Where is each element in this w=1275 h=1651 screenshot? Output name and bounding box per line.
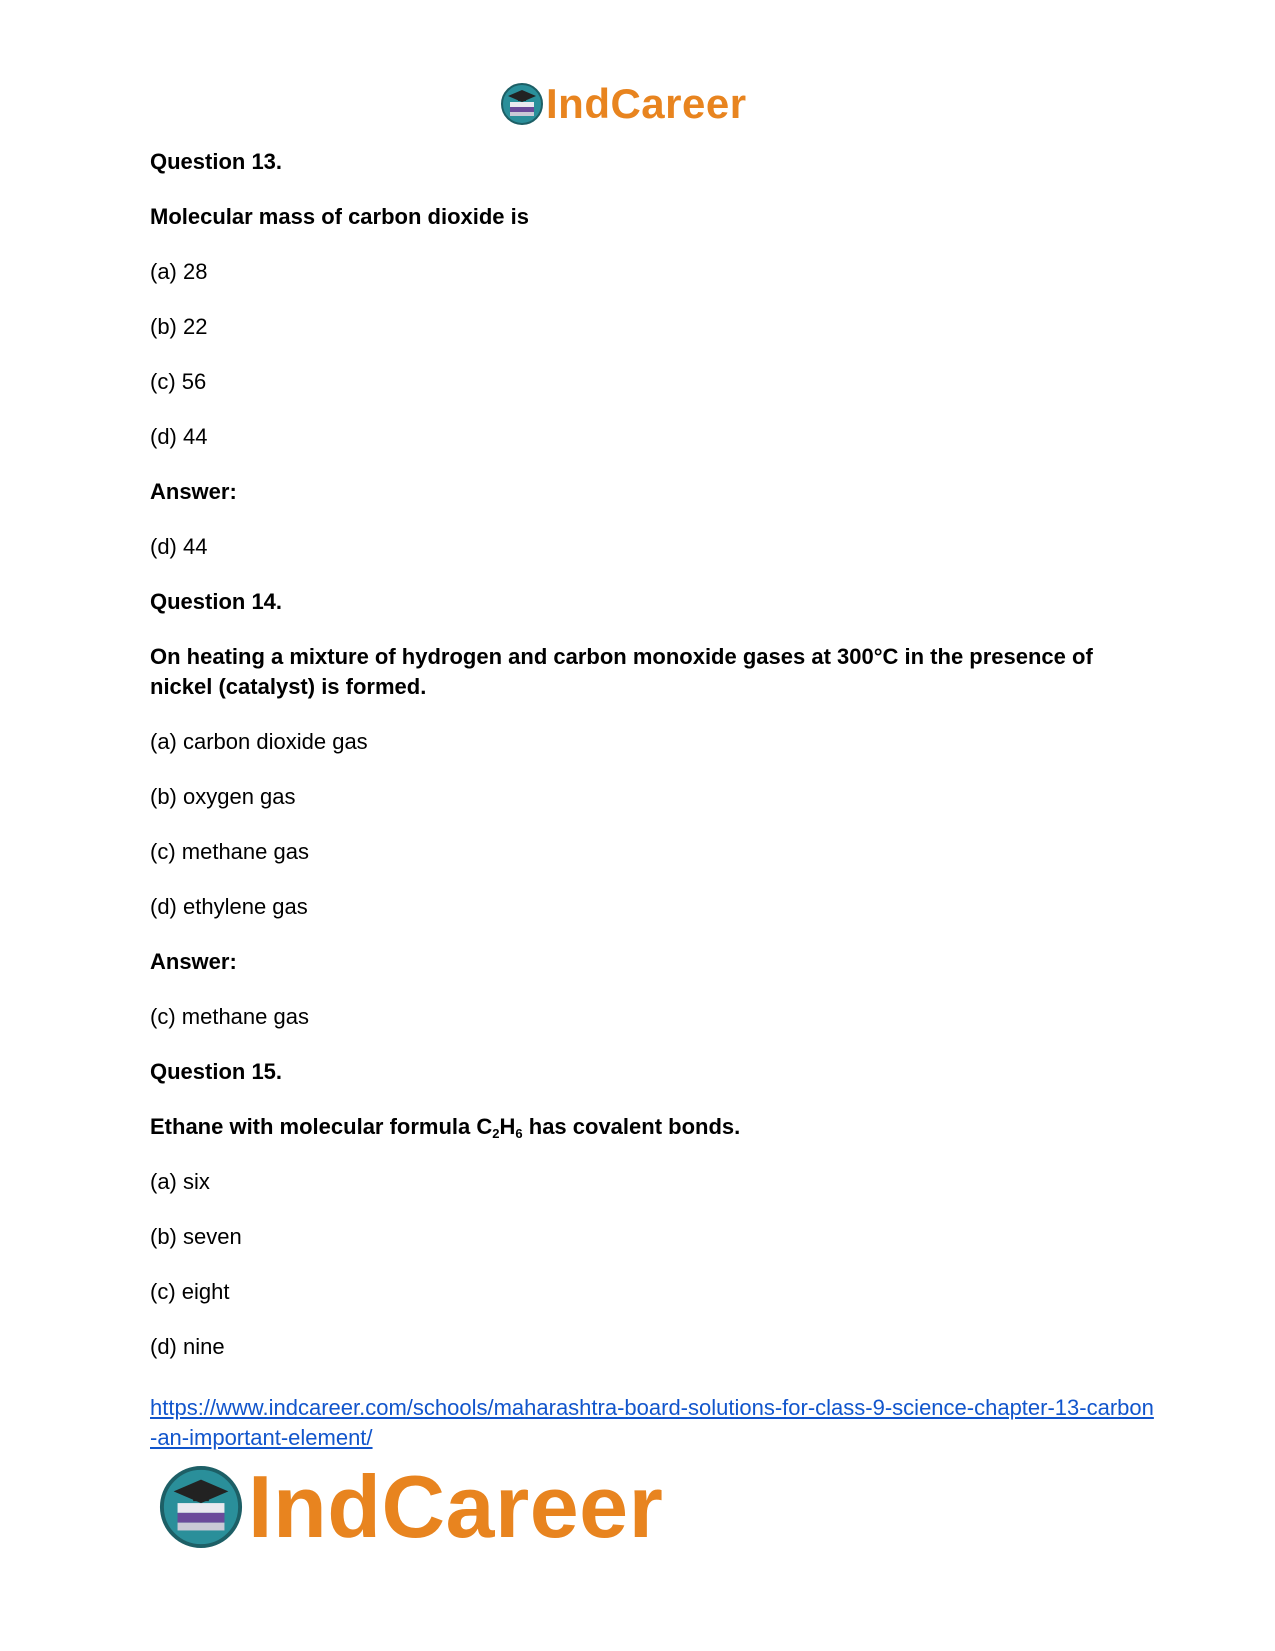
q13-option-a: (a) 28 (150, 259, 208, 284)
q13-option-c: (c) 56 (150, 369, 207, 394)
q14-answer: (c) methane gas (150, 1004, 309, 1029)
logo-text: IndCareer (248, 1457, 664, 1556)
q15-option-d: (d) nine (150, 1334, 225, 1359)
q13-answer-label: Answer: (150, 479, 237, 504)
q13-answer: (d) 44 (150, 534, 208, 559)
q14-option-d: (d) ethylene gas (150, 894, 308, 919)
logo-text: IndCareer (546, 80, 747, 127)
q15-option-b: (b) seven (150, 1224, 242, 1249)
q13-option-b: (b) 22 (150, 314, 208, 339)
q14-answer-label: Answer: (150, 949, 237, 974)
q14-option-c: (c) methane gas (150, 839, 309, 864)
question-14-prompt: On heating a mixture of hydrogen and carbon monoxide gases at 300°C in the presence of nickel (catalyst) is formed. (150, 644, 1093, 699)
q15-option-a: (a) six (150, 1169, 210, 1194)
source-link[interactable]: https://www.indcareer.com/schools/maharashtra-board-solutions-for-class-9-science-chapter-13-carbon-an-important-element/ (150, 1395, 1154, 1450)
question-13-prompt: Molecular mass of carbon dioxide is (150, 204, 529, 229)
q14-option-b: (b) oxygen gas (150, 784, 296, 809)
q14-option-a: (a) carbon dioxide gas (150, 729, 368, 754)
indcareer-logo-footer (158, 1457, 664, 1556)
question-14-number: Question 14. (150, 589, 283, 614)
globe-book-icon (158, 1464, 244, 1550)
question-13-number: Question 13. (150, 149, 283, 174)
q13-option-d: (d) 44 (150, 424, 208, 449)
question-15-number: Question 15. (150, 1059, 283, 1084)
q15-option-c: (c) eight (150, 1279, 230, 1304)
question-15-prompt: Ethane with molecular formula $C_2H_6$ has covalent bonds. (150, 1114, 741, 1141)
indcareer-logo-header (500, 80, 747, 128)
globe-book-icon (500, 82, 544, 126)
